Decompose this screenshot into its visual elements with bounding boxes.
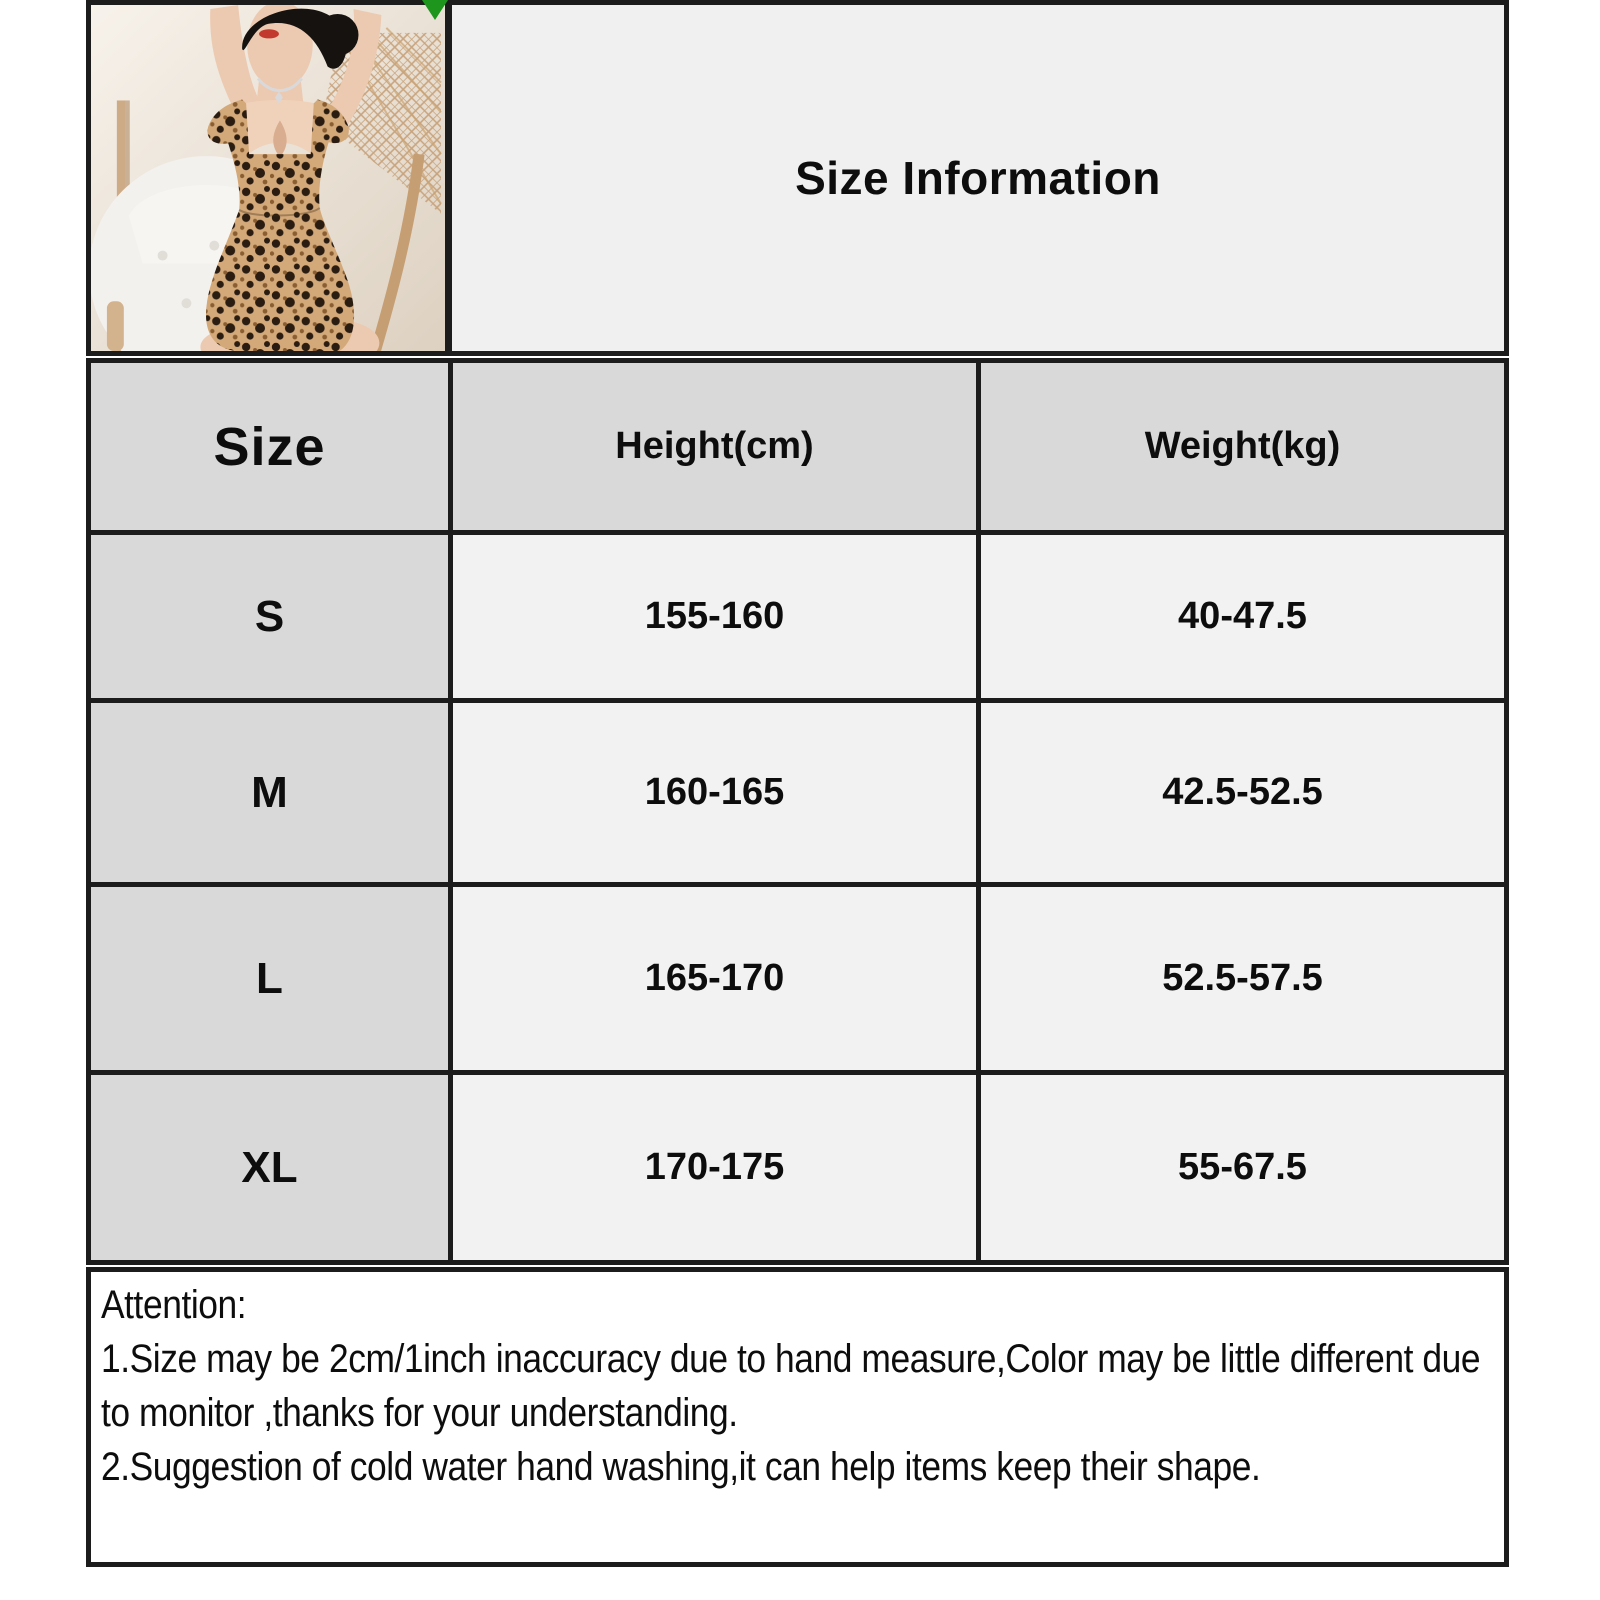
table-row-xl	[89, 1073, 1507, 1263]
attention-box	[86, 1267, 1509, 1567]
size-cell: L	[89, 885, 451, 1073]
table-row-s	[89, 533, 1507, 701]
column-header-size: Size	[89, 361, 451, 533]
weight-cell: 42.5-52.5	[979, 701, 1507, 885]
attention-note-2: 2.Suggestion of cold water hand washing,it can help items keep their shape.	[101, 1445, 1261, 1489]
weight-cell: 55-67.5	[979, 1073, 1507, 1263]
page-title: Size Information	[795, 152, 1161, 204]
column-header-weight: Weight(kg)	[979, 361, 1507, 533]
weight-cell: 52.5-57.5	[979, 885, 1507, 1073]
attention-heading: Attention:	[101, 1283, 247, 1327]
size-table-header-row	[89, 361, 1507, 533]
size-table	[86, 358, 1509, 1265]
product-photo	[86, 0, 448, 356]
title-panel	[448, 0, 1509, 356]
size-cell: M	[89, 701, 451, 885]
green-corner-marker-icon	[422, 0, 448, 20]
column-header-height: Height(cm)	[451, 361, 979, 533]
attention-note-1: 1.Size may be 2cm/1inch inaccuracy due to hand measure,Color may be little different due to monitor ,thanks for your understanding.	[101, 1337, 1481, 1435]
size-cell: S	[89, 533, 451, 701]
weight-cell: 40-47.5	[979, 533, 1507, 701]
size-info-sheet	[86, 0, 1509, 1567]
table-row-m	[89, 701, 1507, 885]
height-cell: 170-175	[451, 1073, 979, 1263]
top-band	[86, 0, 1509, 356]
leopard-dress-photo-illustration	[91, 5, 445, 351]
table-row-l	[89, 885, 1507, 1073]
size-cell: XL	[89, 1073, 451, 1263]
height-cell: 165-170	[451, 885, 979, 1073]
height-cell: 155-160	[451, 533, 979, 701]
height-cell: 160-165	[451, 701, 979, 885]
